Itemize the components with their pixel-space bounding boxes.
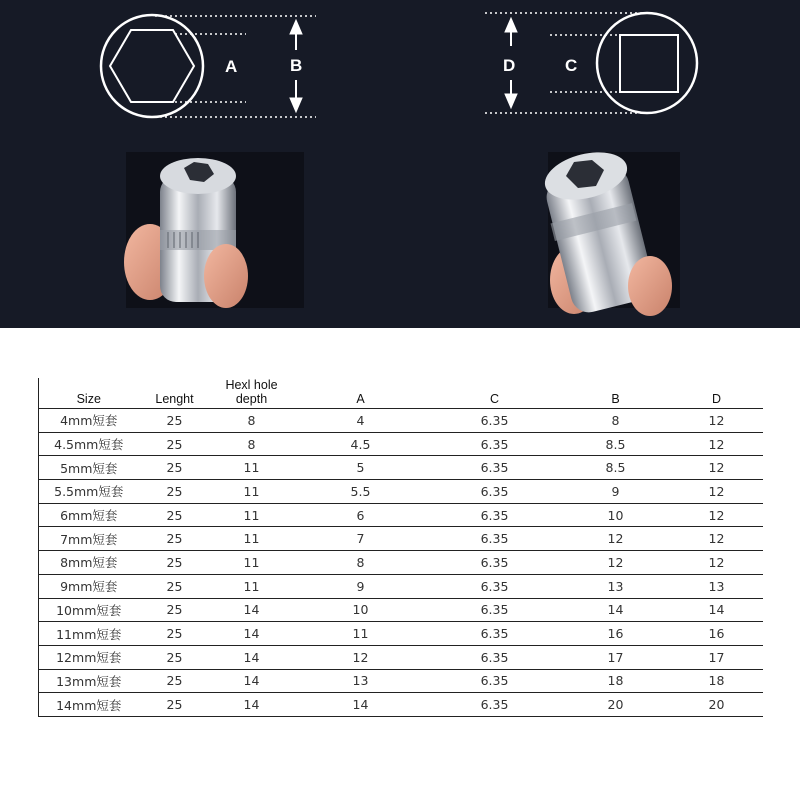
table-row — [39, 693, 763, 717]
cell-b: 8 — [561, 409, 671, 433]
cell-b: 17 — [561, 645, 671, 669]
cell-hex-hole-depth: 11 — [211, 551, 293, 575]
spec-table — [38, 378, 763, 717]
cell-a: 11 — [293, 622, 429, 646]
cell-hex-hole-depth: 11 — [211, 527, 293, 551]
table-header-row — [39, 378, 763, 409]
cell-d: 12 — [671, 432, 763, 456]
cell-c: 6.35 — [429, 527, 561, 551]
cell-c: 6.35 — [429, 574, 561, 598]
cell-length: 25 — [139, 693, 211, 717]
dimension-label-a: A — [225, 57, 238, 76]
cell-length: 25 — [139, 527, 211, 551]
cell-hex-hole-depth: 14 — [211, 669, 293, 693]
table-row — [39, 480, 763, 504]
cell-c: 6.35 — [429, 409, 561, 433]
cell-a: 7 — [293, 527, 429, 551]
cell-hex-hole-depth: 8 — [211, 432, 293, 456]
cell-size: 4mm短套 — [39, 409, 139, 433]
cell-a: 13 — [293, 669, 429, 693]
table-body — [39, 409, 763, 717]
right-socket-photo — [540, 144, 680, 316]
cell-length: 25 — [139, 669, 211, 693]
header-size: Size — [39, 378, 139, 409]
header-d: D — [671, 378, 763, 409]
cell-b: 10 — [561, 503, 671, 527]
cell-size: 10mm短套 — [39, 598, 139, 622]
cell-length: 25 — [139, 574, 211, 598]
table-row — [39, 409, 763, 433]
cell-a: 10 — [293, 598, 429, 622]
dimension-label-b: B — [290, 56, 303, 75]
cell-length: 25 — [139, 551, 211, 575]
cell-d: 12 — [671, 527, 763, 551]
cell-hex-hole-depth: 8 — [211, 409, 293, 433]
cell-hex-hole-depth: 11 — [211, 456, 293, 480]
cell-d: 17 — [671, 645, 763, 669]
cell-a: 6 — [293, 503, 429, 527]
header-b: B — [561, 378, 671, 409]
cell-d: 12 — [671, 503, 763, 527]
cell-b: 13 — [561, 574, 671, 598]
cell-d: 12 — [671, 551, 763, 575]
cell-a: 5.5 — [293, 480, 429, 504]
cell-c: 6.35 — [429, 669, 561, 693]
cell-size: 13mm短套 — [39, 669, 139, 693]
cell-size: 12mm短套 — [39, 645, 139, 669]
cell-b: 9 — [561, 480, 671, 504]
cell-size: 8mm短套 — [39, 551, 139, 575]
cell-size: 11mm短套 — [39, 622, 139, 646]
table-row — [39, 645, 763, 669]
cell-b: 12 — [561, 551, 671, 575]
cell-a: 4.5 — [293, 432, 429, 456]
cell-a: 8 — [293, 551, 429, 575]
left-socket-photo — [124, 152, 304, 308]
cell-length: 25 — [139, 480, 211, 504]
cell-hex-hole-depth: 14 — [211, 645, 293, 669]
cell-b: 8.5 — [561, 456, 671, 480]
cell-length: 25 — [139, 503, 211, 527]
cell-d: 16 — [671, 622, 763, 646]
square-drive-icon — [597, 13, 697, 113]
cell-size: 6mm短套 — [39, 503, 139, 527]
cell-c: 6.35 — [429, 456, 561, 480]
cell-b: 20 — [561, 693, 671, 717]
cell-d: 14 — [671, 598, 763, 622]
cell-b: 14 — [561, 598, 671, 622]
table-row — [39, 551, 763, 575]
cell-size: 7mm短套 — [39, 527, 139, 551]
cell-size: 9mm短套 — [39, 574, 139, 598]
cell-size: 5.5mm短套 — [39, 480, 139, 504]
header-c: C — [429, 378, 561, 409]
cell-length: 25 — [139, 432, 211, 456]
dimension-diagram — [0, 0, 800, 328]
cell-a: 14 — [293, 693, 429, 717]
cell-hex-hole-depth: 11 — [211, 574, 293, 598]
header-length: Lenght — [139, 378, 211, 409]
dimension-label-c: C — [565, 56, 578, 75]
dimension-label-d: D — [503, 56, 516, 75]
table-row — [39, 527, 763, 551]
cell-length: 25 — [139, 409, 211, 433]
cell-d: 12 — [671, 480, 763, 504]
cell-size: 5mm短套 — [39, 456, 139, 480]
table-row — [39, 456, 763, 480]
cell-c: 6.35 — [429, 622, 561, 646]
cell-d: 13 — [671, 574, 763, 598]
cell-d: 12 — [671, 456, 763, 480]
cell-hex-hole-depth: 14 — [211, 693, 293, 717]
hex-profile-icon — [101, 15, 203, 117]
table-row — [39, 574, 763, 598]
table-row — [39, 503, 763, 527]
cell-c: 6.35 — [429, 645, 561, 669]
cell-c: 6.35 — [429, 432, 561, 456]
table-row — [39, 432, 763, 456]
cell-a: 9 — [293, 574, 429, 598]
cell-length: 25 — [139, 598, 211, 622]
cell-b: 12 — [561, 527, 671, 551]
cell-d: 12 — [671, 409, 763, 433]
cell-length: 25 — [139, 622, 211, 646]
cell-d: 20 — [671, 693, 763, 717]
diagram-panel — [0, 0, 800, 328]
table-row — [39, 669, 763, 693]
cell-c: 6.35 — [429, 480, 561, 504]
header-hex-hole-depth: Hexl hole depth — [211, 378, 293, 409]
cell-b: 8.5 — [561, 432, 671, 456]
cell-length: 25 — [139, 645, 211, 669]
cell-c: 6.35 — [429, 693, 561, 717]
table-row — [39, 598, 763, 622]
cell-size: 14mm短套 — [39, 693, 139, 717]
cell-size: 4.5mm短套 — [39, 432, 139, 456]
table-row — [39, 622, 763, 646]
cell-hex-hole-depth: 14 — [211, 598, 293, 622]
header-a: A — [293, 378, 429, 409]
cell-c: 6.35 — [429, 598, 561, 622]
cell-b: 18 — [561, 669, 671, 693]
cell-c: 6.35 — [429, 503, 561, 527]
cell-hex-hole-depth: 11 — [211, 503, 293, 527]
cell-a: 5 — [293, 456, 429, 480]
cell-a: 4 — [293, 409, 429, 433]
cell-hex-hole-depth: 14 — [211, 622, 293, 646]
cell-a: 12 — [293, 645, 429, 669]
cell-length: 25 — [139, 456, 211, 480]
cell-d: 18 — [671, 669, 763, 693]
cell-c: 6.35 — [429, 551, 561, 575]
cell-hex-hole-depth: 11 — [211, 480, 293, 504]
spec-table-container — [38, 378, 762, 717]
cell-b: 16 — [561, 622, 671, 646]
